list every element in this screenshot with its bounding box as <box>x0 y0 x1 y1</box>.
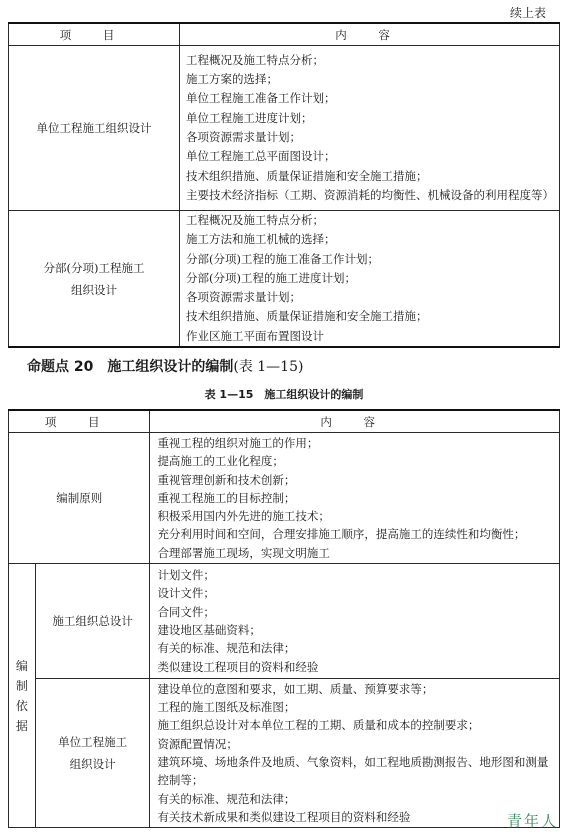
content-line: 有关的标准、规范和法律； <box>157 791 296 806</box>
row-item <box>35 679 150 828</box>
table-row <box>9 433 560 564</box>
header-item: 项 目 <box>9 23 180 46</box>
content-line: 工程概况及施工特点分析； <box>186 52 325 67</box>
content-line: 施工方法和施工机械的选择； <box>186 232 336 247</box>
content-line: 分部(分项)工程的施工进度计划； <box>186 270 357 285</box>
content-line: 技术组织措施、质量保证措施和安全施工措施； <box>186 168 428 183</box>
row-item-line: 分部(分项)工程施工 <box>43 260 145 275</box>
header-content: 内 容 <box>180 23 560 46</box>
content-line: 工程概况及施工特点分析； <box>186 213 325 227</box>
content-line: 资源配置情况； <box>157 736 238 751</box>
content-line: 建筑环境、场地条件及地质、气象资料，如工程地质勘测报告、地形图和测量控制等； <box>157 755 549 788</box>
content-line: 技术组织措施、质量保证措施和安全施工措施； <box>186 309 428 324</box>
row-item: 施工组织总设计 <box>35 564 150 679</box>
content-line: 合同文件； <box>157 604 215 619</box>
row-content <box>150 679 560 828</box>
content-line: 有关的标准、规范和法律； <box>157 641 296 656</box>
row-item <box>9 211 180 348</box>
content-line: 重视工程的组织对施工的作用； <box>157 435 319 450</box>
content-line: 提高施工的工业化程度； <box>157 454 284 469</box>
basis-group-label <box>9 564 36 828</box>
content-line: 各项资源需求量计划； <box>186 290 302 305</box>
content-line: 类似建设工程项目的资料和经验 <box>157 659 319 674</box>
content-line: 分部(分项)工程的施工准备工作计划； <box>186 251 380 266</box>
group-char: 据 <box>15 718 28 733</box>
header-content: 内 容 <box>150 410 560 433</box>
content-line: 单位工程施工进度计划； <box>186 110 313 125</box>
group-char: 编 <box>15 658 28 673</box>
row-item-line: 组织设计 <box>69 757 116 771</box>
section-title <box>27 356 303 376</box>
content-line: 主要技术经济指标（工期、资源消耗的均衡性、机械设备的利用程度等） <box>186 187 555 202</box>
table-row <box>9 211 560 348</box>
row-item: 编制原则 <box>9 433 150 564</box>
content-line: 合理部署施工现场，实现文明施工 <box>157 545 330 560</box>
section-title-text: 命题点 20 施工组织设计的编制 <box>27 359 234 375</box>
row-content <box>180 211 560 348</box>
content-line: 重视工程施工的目标控制； <box>157 490 296 505</box>
table-row <box>9 679 560 828</box>
content-line: 单位工程施工总平面图设计； <box>186 149 336 164</box>
content-line: 计划文件； <box>157 568 215 583</box>
content-line: 有关技术新成果和类似建设工程项目的资料和经验 <box>157 809 411 824</box>
content-line: 施工组织总设计对本单位工程的工期、质量和成本的控制要求； <box>157 718 480 733</box>
content-line: 建设单位的意图和要求，如工期、质量、预算要求等； <box>157 681 434 696</box>
content-line: 建设地区基础资料； <box>157 623 261 637</box>
table-caption: 表 1—15 施工组织设计的编制 <box>204 388 364 401</box>
content-line: 积极采用国内外先进的施工技术； <box>157 509 330 524</box>
row-content <box>150 564 560 679</box>
row-content <box>150 433 560 564</box>
content-line: 充分利用时间和空间，合理安排施工顺序，提高施工的连续性和均衡性； <box>157 527 526 542</box>
design-compilation-table <box>8 409 560 828</box>
section-table-ref: (表 1—15) <box>233 359 304 375</box>
content-line: 各项资源需求量计划； <box>186 130 302 144</box>
table-header-row <box>9 23 560 46</box>
row-content <box>180 46 560 211</box>
construction-design-table-continued <box>8 22 560 348</box>
content-line: 施工方案的选择； <box>186 72 279 87</box>
header-item: 项 目 <box>9 410 150 433</box>
content-line: 单位工程施工准备工作计划； <box>186 91 336 106</box>
continued-label: 续上表 <box>509 6 546 20</box>
group-char: 依 <box>15 698 28 713</box>
table-row <box>9 564 560 679</box>
row-item: 单位工程施工组织设计 <box>9 46 180 211</box>
table-row <box>9 46 560 211</box>
content-line: 重视管理创新和技术创新； <box>157 472 296 487</box>
group-char: 制 <box>15 678 28 693</box>
content-line: 作业区施工平面布置图设计 <box>186 328 325 343</box>
content-line: 设计文件； <box>157 586 215 601</box>
row-item-line: 单位工程施工 <box>58 735 128 749</box>
watermark-logo: 青年人 <box>506 812 558 830</box>
row-item-line: 组织设计 <box>71 282 118 297</box>
table-header-row <box>9 410 560 433</box>
content-line: 工程的施工图纸及标准图； <box>157 700 296 715</box>
